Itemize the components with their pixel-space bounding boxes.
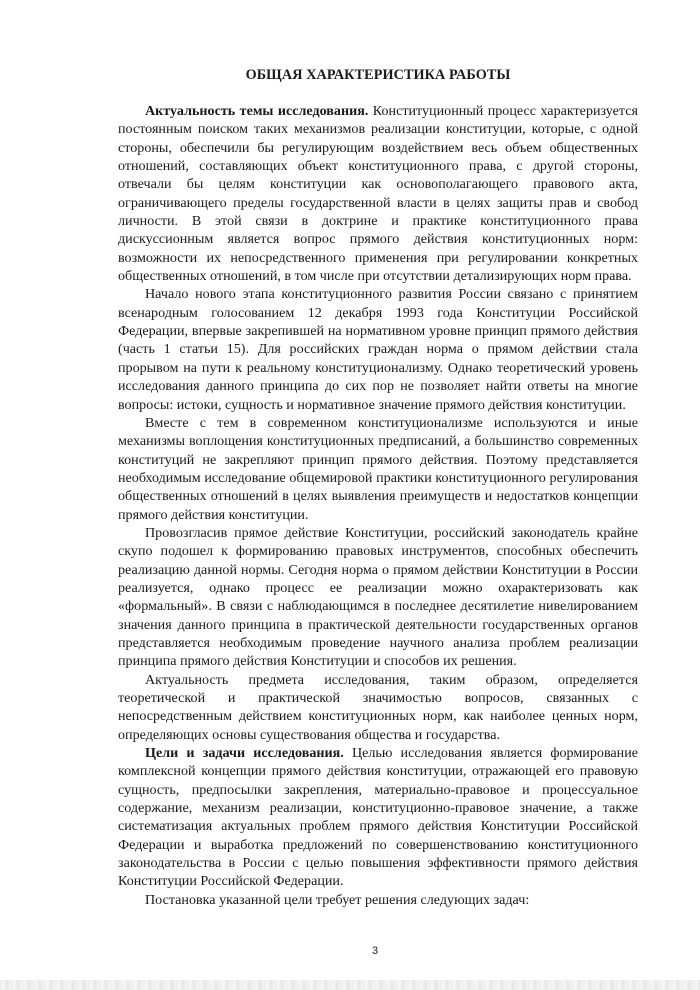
paragraph-other-mechanisms [118, 414, 638, 524]
paragraph-relevance [118, 102, 638, 285]
paragraph-text: Вместе с тем в современном конституционализме используются и иные механизмы воплощения конституционных предписаний, а большинство современных конституций не закрепляют принцип прямого действия. Поэтому представляется необходимым исследование общемировой практики конституционного регулирования общественных отношений в целях выявления преимуществ и недостатков концепции прямого действия конституции. [118, 414, 638, 523]
paragraph-text: Актуальность предмета исследования, таким образом, определяется теоретической и практической значимостью вопросов, связанных с непосредственным действием конституционных норм, как наиболее ценных норм, определяющих основы существования общества и государства. [118, 671, 638, 743]
paragraph-text: Начало нового этапа конституционного развития России связано с принятием всенародным голосованием 12 декабря 1993 года Конституции Российской Федерации, впервые закрепившей на нормативном уровне принцип прямого действия (часть 1 статьи 15). Для российских граждан норма о прямом действии стала прорывом на пути к реальному конституционализму. Однако теоретический уровень исследования данного принципа до сих пор не позволяет найти ответы на многие вопросы: истоки, сущность и нормативное значение прямого действия конституции. [118, 286, 638, 413]
paragraph-text: Постановка указанной цели требует решения следующих задач: [145, 891, 530, 908]
scan-edge-artifact [0, 980, 700, 990]
paragraph-tasks-intro [118, 891, 638, 909]
page-number: 3 [371, 945, 379, 957]
paragraph-subject-relevance [118, 671, 638, 744]
paragraph-text: Конституционный процесс характеризуется постоянным поиском таких механизмов реализации конституции, которые, с одной стороны, обеспечили бы регулирующим воздействием весь объем общественных отношений, составляющих объект конституционного права, с другой стороны, отвечали бы целям конституции как основополагающего правового акта, ограничивающего пределы государственной власти в целях защиты прав и свобод личности. В этой связи в доктрине и практике конституционного права дискуссионным является вопрос прямого действия конституционных норм: возможности их непосредственного применения при регулировании конкретных общественных отношений, в том числе при отсутствии детализирующих норм права. [118, 103, 638, 285]
paragraph-lead: Актуальность темы исследования. [145, 103, 369, 119]
page-title: ОБЩАЯ ХАРАКТЕРИСТИКА РАБОТЫ [245, 67, 511, 83]
paragraph-lead: Цели и задачи исследования. [145, 745, 344, 762]
paragraph-constitution-1993 [118, 285, 638, 413]
paragraph-text: Провозгласив прямое действие Конституции, российский законодатель крайне скупо подошел к формированию правовых инструментов, способных обеспечить реализацию данной нормы. Сегодня норма о прямом действии Конституции в России реализуется, однако процесс ее реализации можно охарактеризовать как «формальный». В связи с наблюдающимся в последнее десятилетие нивелированием значения данного принципа в практической деятельности государственных органов представляется необходимым проведение научного анализа проблем реализации принципа прямого действия Конституции и способов их решения. [118, 524, 638, 670]
paragraph-legislator [118, 524, 638, 671]
paragraph-goals [118, 744, 638, 891]
paragraph-text: Целью исследования является формирование комплексной концепции прямого действия конституции, отражающей его правовую сущность, предпосылки закрепления, материально-правовое и процессуальное содержание, механизм реализации, конституционно-правовое значение, а также систематизация актуальных проблем прямого действия Конституции Российской Федерации и выработка предложений по совершенствованию конституционного законодательства в России с целью повышения эффективности прямого действия Конституции Российской Федерации. [118, 745, 639, 890]
